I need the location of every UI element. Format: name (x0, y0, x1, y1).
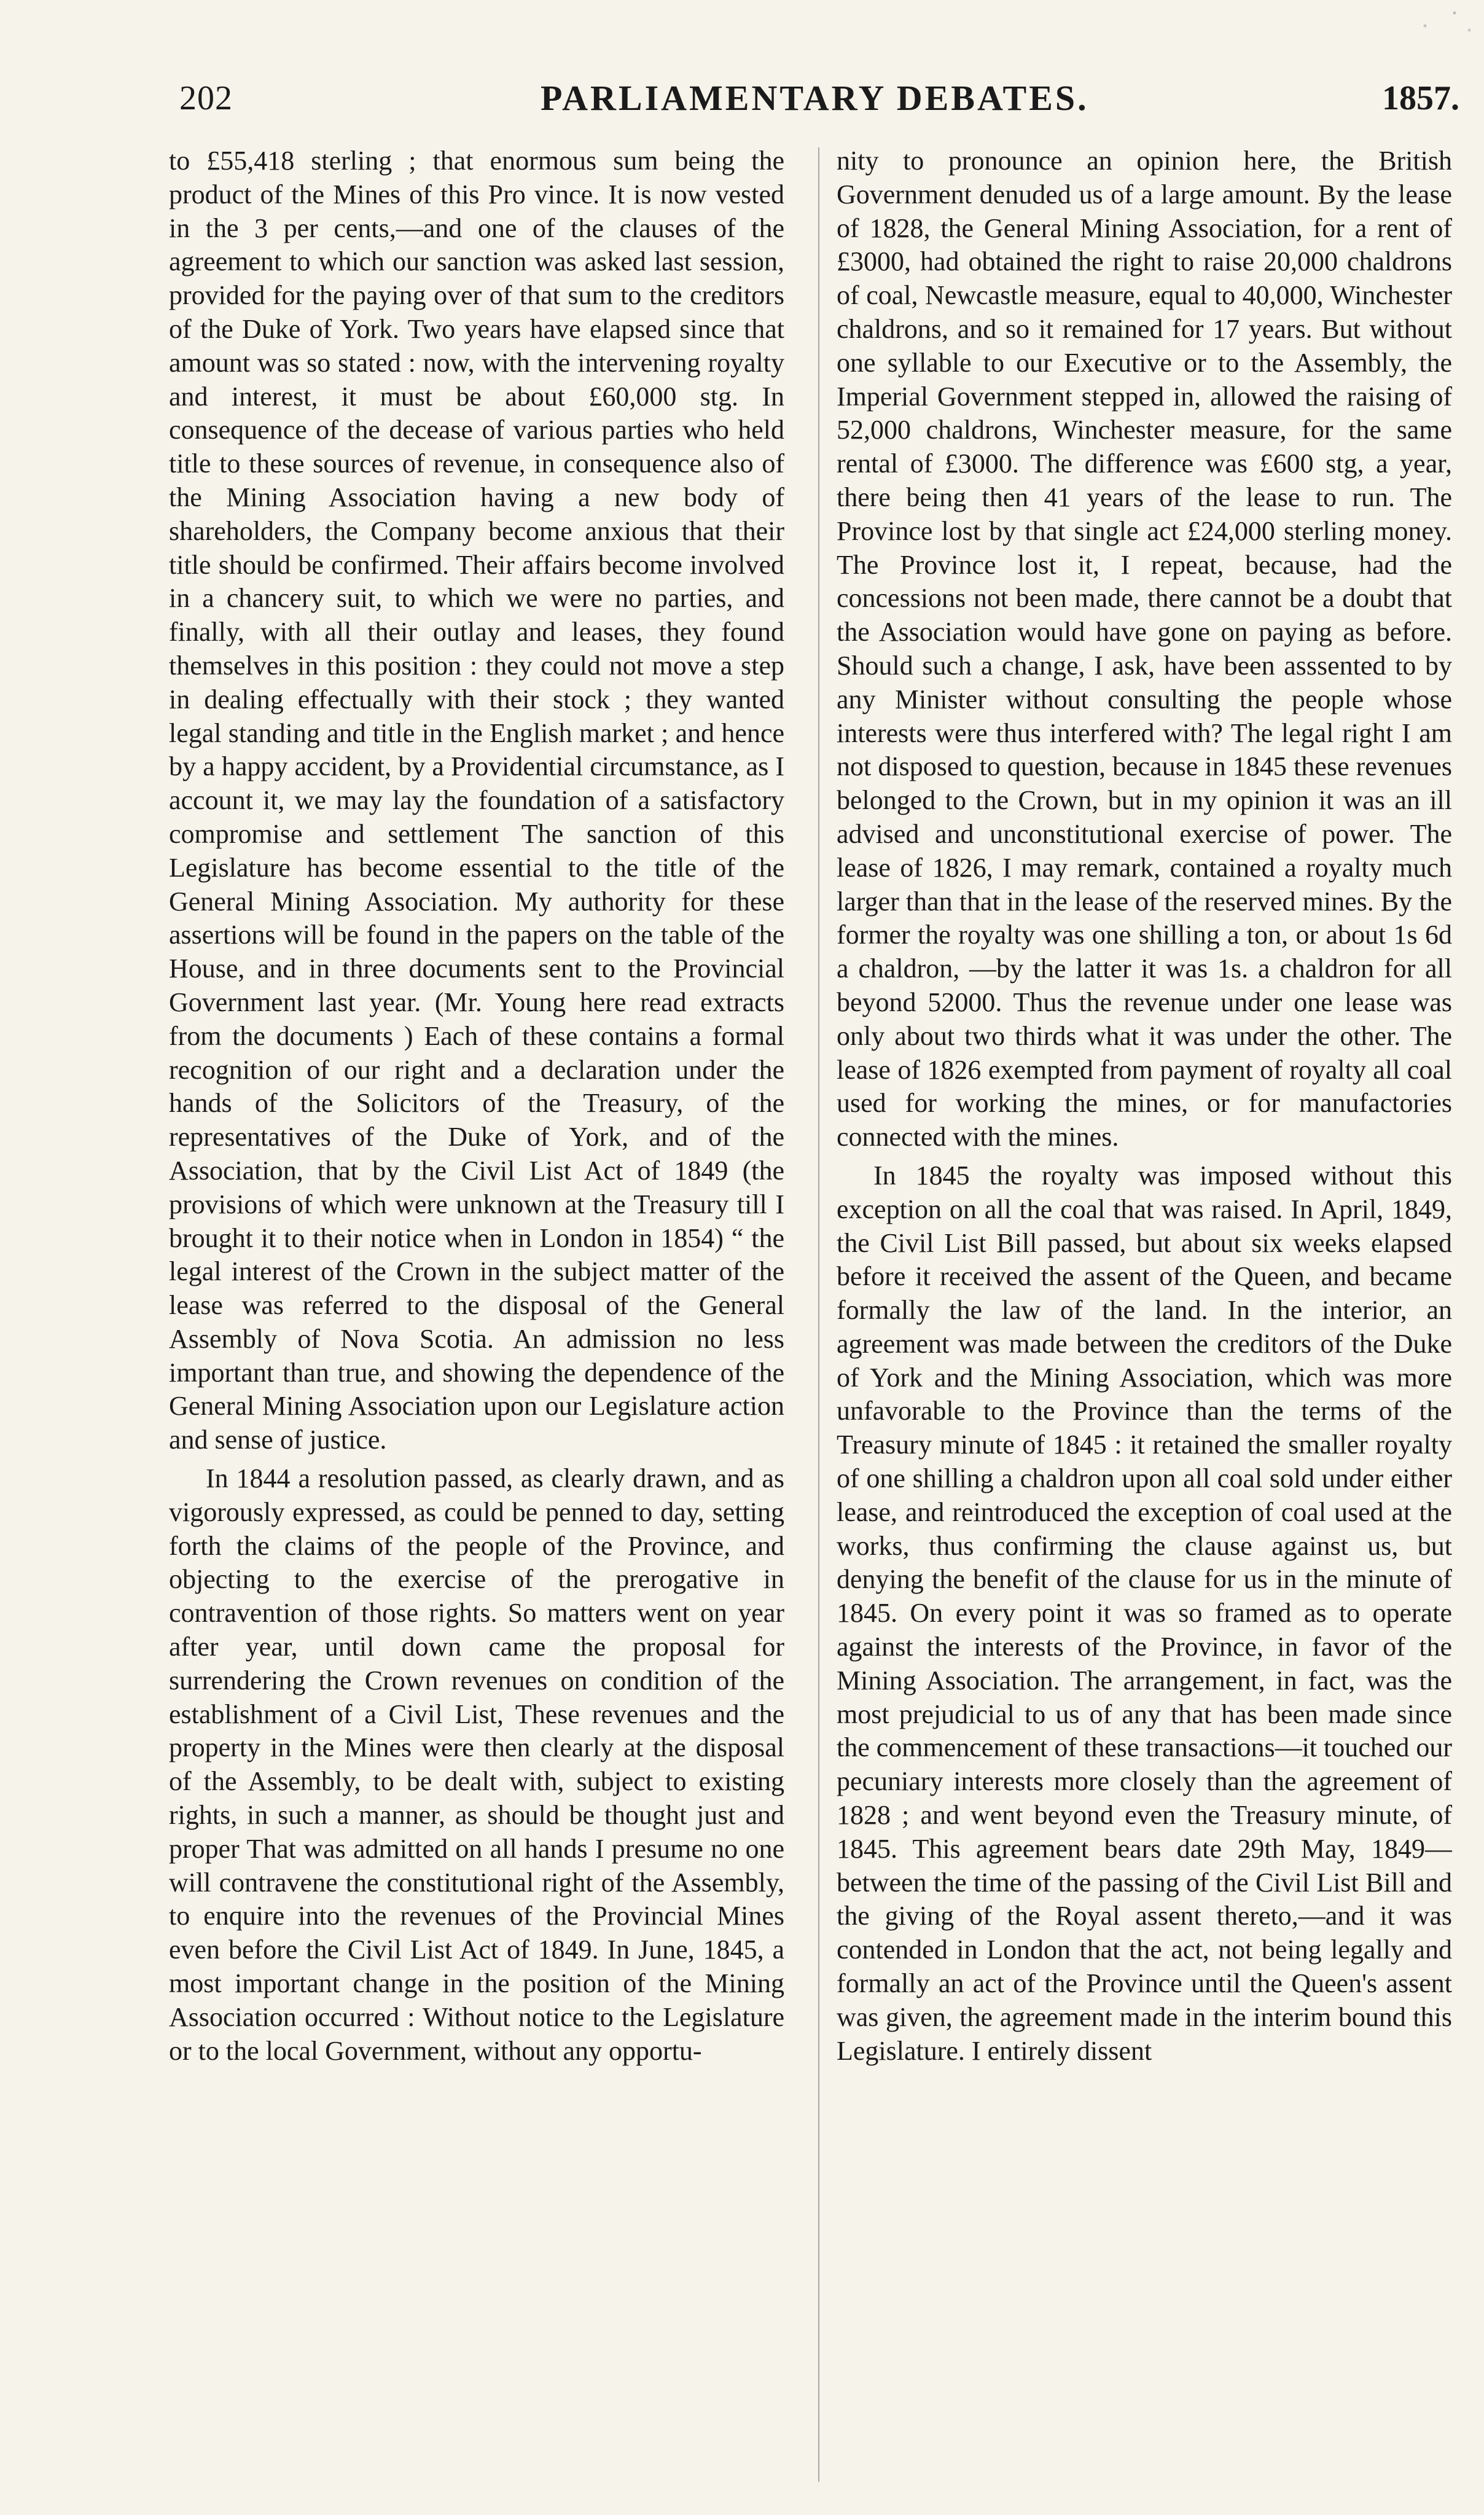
year-label: 1857. (1382, 79, 1459, 117)
scan-speckle (1386, 0, 1484, 43)
running-title: PARLIAMENTARY DEBATES. (541, 78, 1089, 118)
page-number: 202 (179, 79, 233, 117)
right-column (837, 144, 1452, 2491)
left-column (169, 144, 784, 2491)
right-paragraph-2: In 1845 the royalty was imposed without this exception on all the coal that was raised. In April, 1849, the Civil List Bill passed, but about six weeks elapsed before it received the assent of the Queen, and became formally the law of the land. In the interior, an agreement was made between the creditors of the Duke of York and the Mining Association, which was more unfavorable to the Province than the terms of the Treasury minute of 1845 : it retained the smaller royalty of one shilling a chaldron upon all coal sold under either lease, and reintroduced the exception of coal used at the works, thus confirming the clause against us, but denying the benefit of the clause for us in the minute of 1845. On every point it was so framed as to operate against the interests of the Province, in favor of the Mining Association. The arrangement, in fact, was the most prejudicial to us of any that has been made since the commencement of these transactions—it touched our pecuniary interests more closely than the agreement of 1828 ; and went beyond even the Treasury minute, of 1845. This agreement bears date 29th May, 1849—between the time of the passing of the Civil List Bill and the giving of the Royal assent thereto,—and it was contended in London that the act, not being legally and formally an act of the Province until the Queen's assent was given, the agreement made in the interim bound this Legislature. I entirely dissent (837, 1160, 1452, 2066)
column-divider (818, 147, 819, 2482)
page-header (0, 74, 1484, 123)
right-paragraph-1: nity to pronounce an opinion here, the British Government denuded us of a large amount. By the lease of 1828, the General Mining Association, for a rent of £3000, had obtained the right to raise 20,000 chaldrons of coal, Newcastle measure, equal to 40,000, Winchester chaldrons, and so it remained for 17 years. But without one syllable to our Executive or to the Assembly, the Imperial Government stepped in, allowed the raising of 52,000 chaldrons, Winchester measure, for the same rental of £3000. The difference was £600 stg, a year, there being then 41 years of the lease to run. The Province lost by that single act £24,000 sterling money. The Province lost it, I repeat, because, had the concessions not been made, there cannot be a doubt that the Association would have gone on paying as before. Should such a change, I ask, have been asssented to by any Minister without consulting the people whose interests were thus interfered with? The legal right I am not disposed to question, because in 1845 these revenues belonged to the Crown, but in my opinion it was an ill advised and unconstitutional exercise of power. The lease of 1826, I may remark, contained a royalty much larger than that in the lease of the reserved mines. By the former the royalty was one shilling a ton, or about 1s 6d a chaldron, —by the latter it was 1s. a chaldron for all beyond 52000. Thus the revenue under one lease was only about two thirds what it was under the other. The lease of 1826 exempted from payment of royalty all coal used for working the mines, or for manufactories connected with the mines. (837, 146, 1452, 1152)
left-paragraph-2: In 1844 a resolution passed, as clearly drawn, and as vigorously expressed, as could be penned to day, setting forth the claims of the people of the Province, and objecting to the exercise of the prerogative in contravention of those rights. So matters went on year after year, until down came the proposal for surrendering the Crown revenues on condition of the establishment of a Civil List, These revenues and the property in the Mines were then clearly at the disposal of the Assembly, to be dealt with, subject to existing rights, in such a manner, as should be thought just and proper That was admitted on all hands I presume no one will contravene the constitutional right of the Assembly, to enquire into the revenues of the Provincial Mines even before the Civil List Act of 1849. In June, 1845, a most important change in the position of the Mining Association occurred : Without notice to the Legislature or to the local Government, without any opportu- (169, 1463, 784, 2066)
left-paragraph-1: to £55,418 sterling ; that enormous sum being the product of the Mines of this Pro vince. It is now vested in the 3 per cents,—and one of the clauses of the agreement to which our sanction was asked last session, provided for the paying over of that sum to the creditors of the Duke of York. Two years have elapsed since that amount was so stated : now, with the intervening royalty and interest, it must be about £60,000 stg. In consequence of the decease of various parties who held title to these sources of revenue, in consequence also of the Mining Association having a new body of shareholders, the Company become anxious that their title should be confirmed. Their affairs become involved in a chancery suit, to which we were no parties, and finally, with all their outlay and leases, they found themselves in this position : they could not move a step in dealing effectually with their stock ; they wanted legal standing and title in the English market ; and hence by a happy accident, by a Providential circumstance, as I account it, we may lay the foundation of a satisfactory compromise and settlement The sanction of this Legislature has become essential to the title of the General Mining Association. My authority for these assertions will be found in the papers on the table of the House, and in three documents sent to the Provincial Government last year. (Mr. Young here read extracts from the documents ) Each of these contains a formal recognition of our right and a declaration under the hands of the Solicitors of the Treasury, of the representatives of the Duke of York, and of the Association, that by the Civil List Act of 1849 (the provisions of which were unknown at the Treasury till I brought it to their notice when in London in 1854) “ the legal interest of the Crown in the subject matter of the lease was referred to the disposal of the General Assembly of Nova Scotia. An admission no less important than true, and showing the dependence of the General Mining Association upon our Legislature action and sense of justice. (169, 146, 784, 1455)
